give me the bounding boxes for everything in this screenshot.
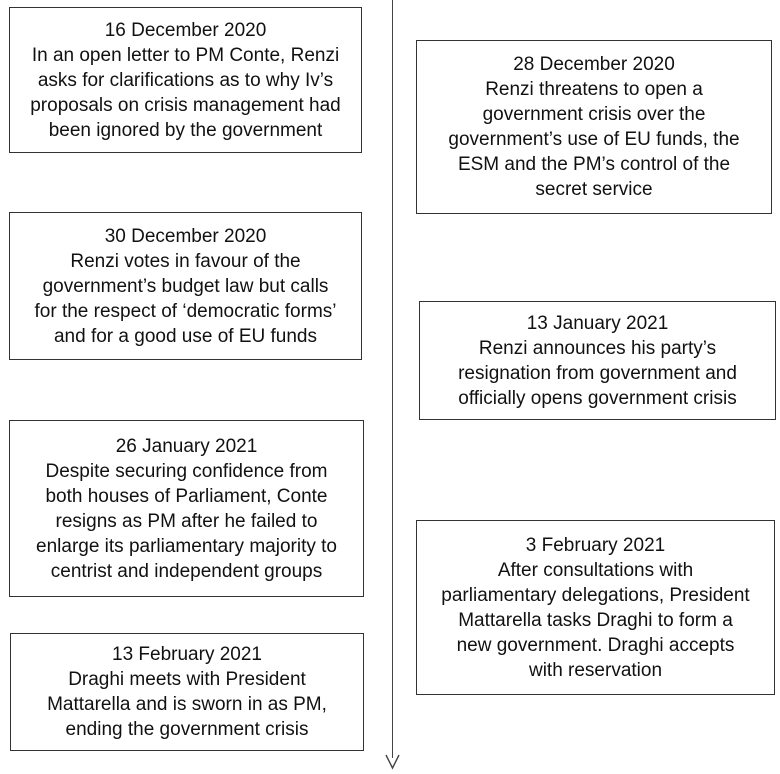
timeline-arrowhead-icon	[385, 754, 400, 770]
event-16-dec-2020	[9, 7, 362, 153]
event-date: 26 January 2021	[115, 435, 258, 457]
event-description: Draghi meets with President Mattarella and is sworn in as PM, ending the government crisis	[47, 669, 327, 740]
timeline-axis	[392, 0, 393, 758]
event-description: Despite securing confidence from both houses of Parliament, Conte resigns as PM after he failed to enlarge its parliamentary majority to centrist and independent groups	[36, 460, 337, 582]
event-28-dec-2020	[416, 40, 772, 214]
event-30-dec-2020	[9, 212, 362, 360]
event-description: Renzi announces his party’s resignation from government and officially opens government crisis	[458, 337, 737, 409]
event-13-jan-2021	[419, 301, 776, 420]
event-date: 28 December 2020	[513, 54, 675, 75]
event-26-jan-2021	[9, 420, 364, 597]
event-description: In an open letter to PM Conte, Renzi asks for clarifications as to why Iv’s proposals on crisis management had been ignored by the government	[30, 44, 341, 141]
event-description: Renzi threatens to open a government crisis over the government’s use of EU funds, the ESM and the PM’s control of the secret service	[448, 79, 740, 200]
event-date: 16 December 2020	[104, 19, 267, 41]
event-date: 13 January 2021	[526, 312, 669, 334]
event-13-feb-2021	[10, 633, 364, 751]
event-date: 13 February 2021	[112, 644, 262, 665]
event-description: Renzi votes in favour of the government’s budget law but calls for the respect of ‘democratic forms’ and for a good use of EU funds	[34, 250, 337, 347]
event-date: 30 December 2020	[104, 225, 267, 247]
event-3-feb-2021	[416, 520, 775, 695]
event-date: 3 February 2021	[525, 534, 666, 556]
event-description: After consultations with parliamentary delegations, President Mattarella tasks Draghi to form a new government. Draghi accepts with reservation	[441, 559, 750, 681]
